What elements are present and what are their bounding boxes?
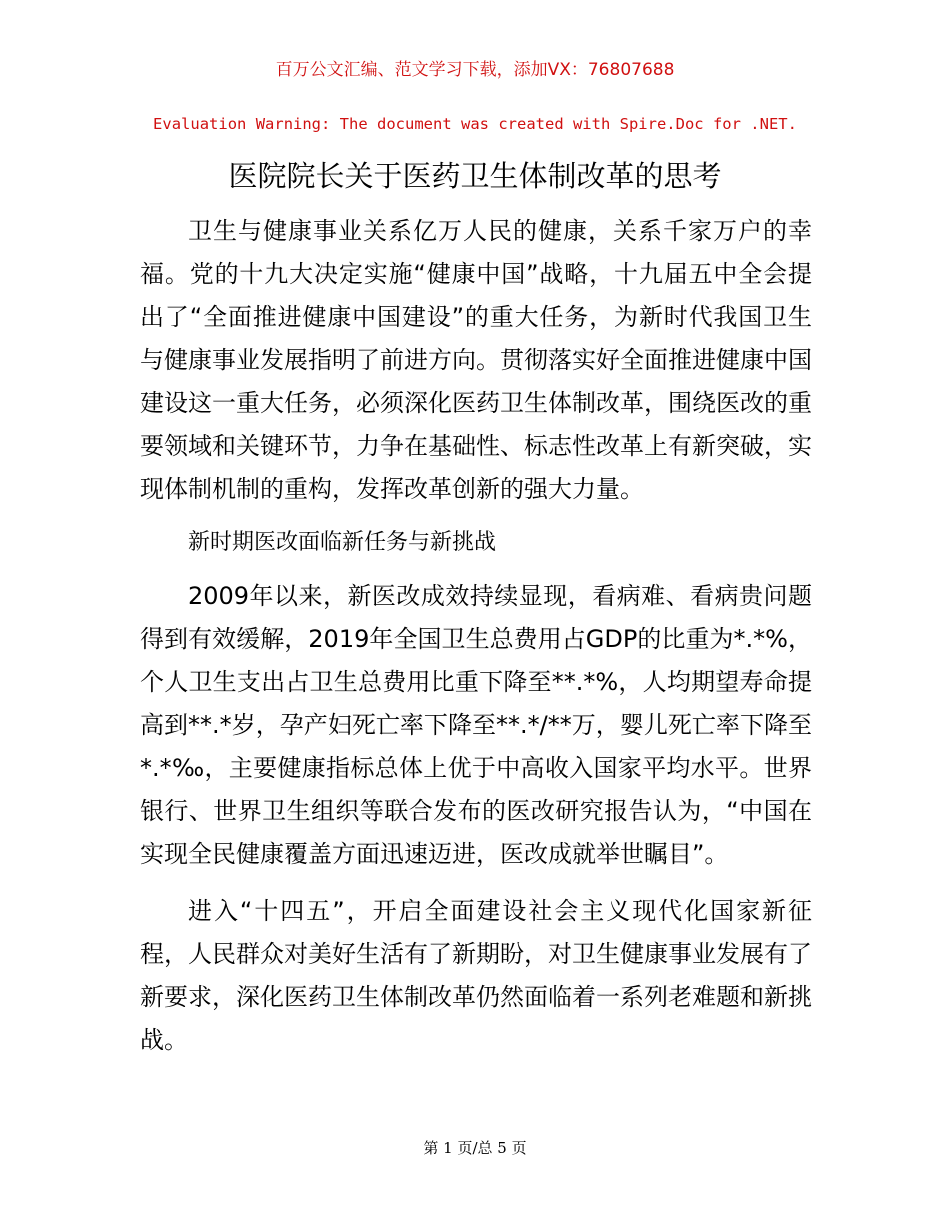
paragraph-intro: 卫生与健康事业关系亿万人民的健康，关系千家万户的幸福。党的十九大决定实施“健康中国”战略，十九届五中全会提出了“全面推进健康中国建设”的重大任务，为新时代我国卫生与健康事业发展指明了前进方向。贯彻落实好全面推进健康中国建设这一重大任务，必须深化医药卫生体制改革，围绕医改的重要领域和关键环节，力争在基础性、标志性改革上有新突破，实现体制机制的重构，发挥改革创新的强大力量。 xyxy=(140,217,812,503)
document-body xyxy=(140,210,812,1062)
page-number: 第 1 页/总 5 页 xyxy=(423,1139,527,1157)
paragraph-achievements: 2009年以来，新医改成效持续显现，看病难、看病贵问题得到有效缓解，2019年全国卫生总费用占GDP的比重为*.*%，个人卫生支出占卫生总费用比重下降至**.*%，人均期望寿命提高到**.*岁，孕产妇死亡率下降至**.*/**万，婴儿死亡率下降至*.*‰，主要健康指标总体上优于中高收入国家平均水平。世界银行、世界卫生组织等联合发布的医改研究报告认为，“中国在实现全民健康覆盖方面迅速迈进，医改成就举世瞩目”。 xyxy=(140,582,812,868)
promo-banner: 百万公文汇编、范文学习下载，添加VX：76807688 xyxy=(275,60,675,80)
paragraph-challenges: 进入“十四五”，开启全面建设社会主义现代化国家新征程，人民群众对美好生活有了新期盼，对卫生健康事业发展有了新要求，深化医药卫生体制改革仍然面临着一系列老难题和新挑战。 xyxy=(140,897,812,1054)
section-heading: 新时期医改面临新任务与新挑战 xyxy=(188,530,497,555)
evaluation-warning: Evaluation Warning: The document was created with Spire.Doc for .NET. xyxy=(153,115,797,133)
document-title: 医院院长关于医药卫生体制改革的思考 xyxy=(228,159,722,193)
